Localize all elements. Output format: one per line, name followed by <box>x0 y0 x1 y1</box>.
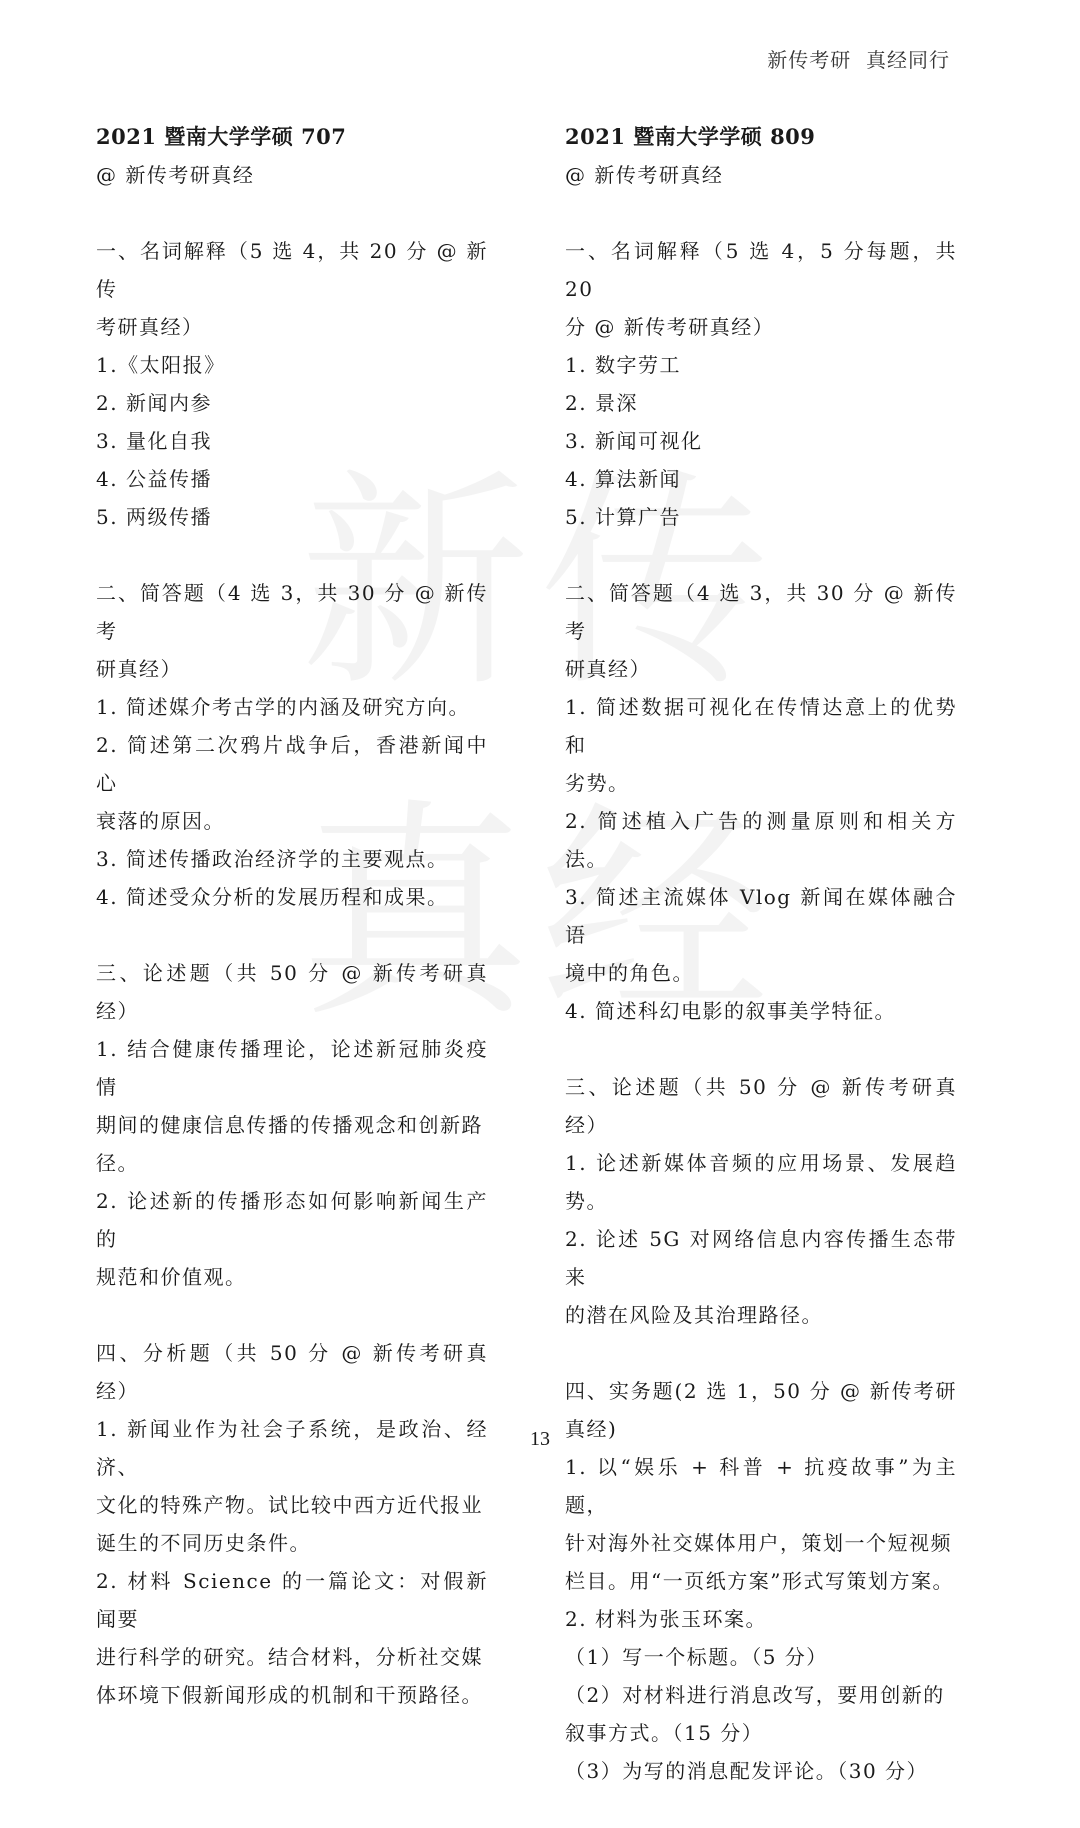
question-line: 叙事方式。（15 分） <box>565 1721 764 1745</box>
question-line: 1. 数字劳工 <box>565 353 681 377</box>
page-number: 13 <box>530 1428 550 1450</box>
right-exam-title: 2021 暨南大学学硕 809 <box>565 124 816 149</box>
question-line: 2. 论述新的传播形态如何影响新闻生产的 <box>96 1189 488 1251</box>
question-line: 境中的角色。 <box>565 961 694 985</box>
question-line: 三、论述题（共 50 分 @ 新传考研真经） <box>96 961 488 1023</box>
left-section <box>96 1334 488 1714</box>
left-section <box>96 574 488 916</box>
left-exam-title: 2021 暨南大学学硕 707 <box>96 124 347 149</box>
question-line: 考研真经） <box>96 315 204 339</box>
question-line: （2）对材料进行消息改写，要用创新的 <box>565 1683 945 1707</box>
question-line: 4. 简述科幻电影的叙事美学特征。 <box>565 999 896 1023</box>
right-column <box>565 118 957 1828</box>
question-line: （1）写一个标题。（5 分） <box>565 1645 828 1669</box>
question-line: 1.《太阳报》 <box>96 353 226 377</box>
question-line: 体环境下假新闻形成的机制和干预路径。 <box>96 1683 483 1707</box>
question-line: 劣势。 <box>565 771 630 795</box>
question-line: 3. 简述传播政治经济学的主要观点。 <box>96 847 449 871</box>
question-line: 一、名词解释（5 选 4，5 分每题，共 20 <box>565 239 957 301</box>
question-line: 1. 结合健康传播理论，论述新冠肺炎疫情 <box>96 1037 488 1099</box>
left-column <box>96 118 488 1752</box>
question-line: 5. 计算广告 <box>565 505 681 529</box>
question-line: 四、分析题（共 50 分 @ 新传考研真经） <box>96 1341 488 1403</box>
question-line: 二、简答题（4 选 3，共 30 分 @ 新传考 <box>565 581 957 643</box>
question-line: 2. 简述植入广告的测量原则和相关方法。 <box>565 809 957 871</box>
question-line: 进行科学的研究。结合材料，分析社交媒 <box>96 1645 483 1669</box>
question-line: 分 @ 新传考研真经） <box>565 315 775 339</box>
question-line: 文化的特殊产物。试比较中西方近代报业 <box>96 1493 483 1517</box>
question-line: 3. 简述主流媒体 Vlog 新闻在媒体融合语 <box>565 885 957 947</box>
right-section <box>565 574 957 1030</box>
question-line: 研真经） <box>565 657 651 681</box>
page-header: 新传考研 真经同行 <box>767 48 950 72</box>
question-line: 四、实务题(2 选 1，50 分 @ 新传考研真经) <box>565 1379 957 1441</box>
question-line: 1. 简述数据可视化在传情达意上的优势和 <box>565 695 957 757</box>
question-line: 规范和价值观。 <box>96 1265 247 1289</box>
question-line: 一、名词解释（5 选 4，共 20 分 @ 新传 <box>96 239 488 301</box>
question-line: 二、简答题（4 选 3，共 30 分 @ 新传考 <box>96 581 488 643</box>
left-section <box>96 954 488 1296</box>
question-line: 1. 以“娱乐 + 科普 + 抗疫故事”为主题， <box>565 1455 957 1517</box>
question-line: 针对海外社交媒体用户，策划一个短视频 <box>565 1531 952 1555</box>
question-line: 2. 简述第二次鸦片战争后，香港新闻中心 <box>96 733 488 795</box>
question-line: 的潜在风险及其治理路径。 <box>565 1303 823 1327</box>
question-line: 3. 新闻可视化 <box>565 429 703 453</box>
left-exam-subtitle: @ 新传考研真经 <box>96 163 255 187</box>
question-line: 2. 新闻内参 <box>96 391 212 415</box>
right-exam-subtitle: @ 新传考研真经 <box>565 163 724 187</box>
question-line: 1. 论述新媒体音频的应用场景、发展趋势。 <box>565 1151 957 1213</box>
question-line: 1. 简述媒介考古学的内涵及研究方向。 <box>96 695 470 719</box>
question-line: 2. 材料为张玉环案。 <box>565 1607 767 1631</box>
question-line: 径。 <box>96 1151 139 1175</box>
question-line: 三、论述题（共 50 分 @ 新传考研真经） <box>565 1075 957 1137</box>
question-line: 3. 量化自我 <box>96 429 212 453</box>
question-line: 4. 公益传播 <box>96 467 212 491</box>
question-line: 2. 材料 Science 的一篇论文：对假新闻要 <box>96 1569 488 1631</box>
question-line: 2. 景深 <box>565 391 638 415</box>
question-line: 诞生的不同历史条件。 <box>96 1531 311 1555</box>
question-line: 5. 两级传播 <box>96 505 212 529</box>
question-line: 衰落的原因。 <box>96 809 225 833</box>
question-line: 栏目。用“一页纸方案”形式写策划方案。 <box>565 1569 954 1593</box>
question-line: 研真经） <box>96 657 182 681</box>
left-section <box>96 232 488 536</box>
question-line: 2. 论述 5G 对网络信息内容传播生态带来 <box>565 1227 957 1289</box>
right-section <box>565 1068 957 1334</box>
question-line: 4. 算法新闻 <box>565 467 681 491</box>
question-line: （3）为写的消息配发评论。（30 分） <box>565 1759 929 1783</box>
question-line: 期间的健康信息传播的传播观念和创新路 <box>96 1113 483 1137</box>
question-line: 4. 简述受众分析的发展历程和成果。 <box>96 885 449 909</box>
right-section <box>565 232 957 536</box>
question-line: 1. 新闻业作为社会子系统，是政治、经济、 <box>96 1417 488 1479</box>
